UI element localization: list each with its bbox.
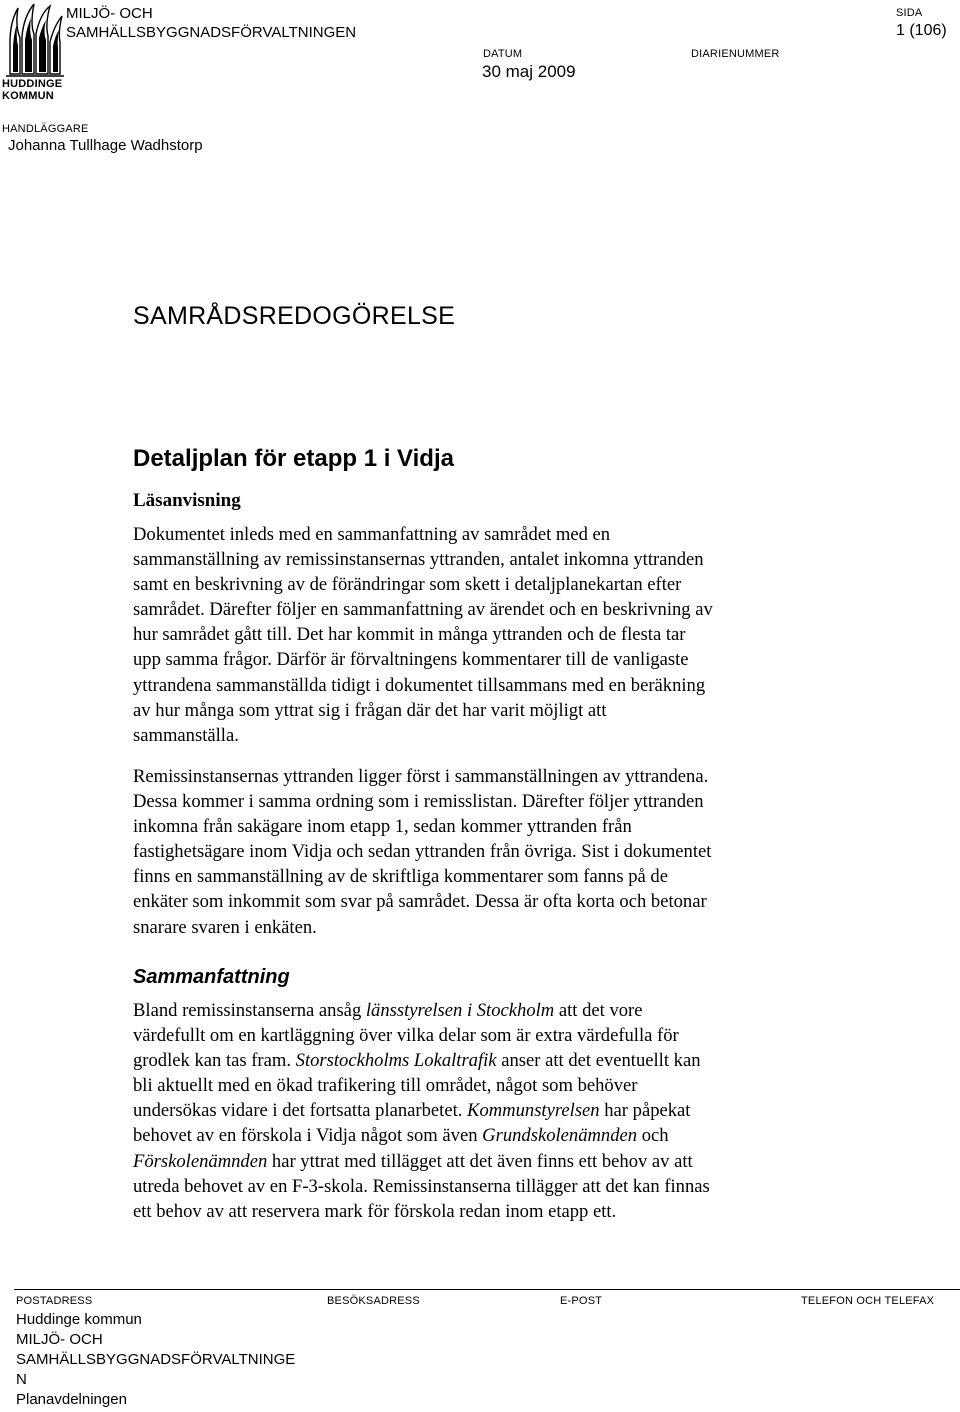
- text-line: Remissinstansernas yttranden ligger först i sammanställningen av yttrandena.: [133, 766, 709, 787]
- diarienummer-label: DIARIENUMMER: [691, 48, 780, 60]
- footer-divider: [14, 1289, 960, 1290]
- address-line: SAMHÄLLSBYGGNADSFÖRVALTNINGE: [16, 1351, 296, 1368]
- postal-address: [16, 1310, 295, 1410]
- text-line: [133, 998, 833, 1023]
- text-run: och: [637, 1125, 669, 1147]
- summary-heading: Sammanfattning: [133, 966, 290, 988]
- address-line: Planavdelningen: [16, 1391, 127, 1408]
- text-line: ett behov av att reservera mark för förskola redan inom etapp ett.: [133, 1200, 617, 1222]
- reading-guide-heading: Läsanvisning: [133, 490, 241, 511]
- text-run: har yttrat med tillägget att det även finns ett behov av att: [267, 1150, 693, 1172]
- text-line: snarare svaren i enkäten.: [133, 916, 317, 938]
- text-line: [133, 1048, 833, 1073]
- telefon-label: TELEFON OCH TELEFAX: [801, 1295, 935, 1307]
- text-line: [133, 1149, 833, 1174]
- text-line: Dokumentet inleds med en sammanfattning av samrådet med en: [133, 524, 611, 545]
- emphasized-text: Kommunstyrelsen: [467, 1100, 600, 1122]
- besoksadress-label: BESÖKSADRESS: [327, 1295, 420, 1307]
- handlaggare-label: HANDLÄGGARE: [2, 123, 89, 135]
- address-line: MILJÖ- OCH: [16, 1331, 103, 1348]
- text-run: grodlek kan tas fram.: [133, 1050, 296, 1072]
- summary-paragraph: [133, 998, 833, 1224]
- logo-wordmark: [2, 78, 62, 102]
- text-line: sammanställning av remissinstansernas yttranden, antalet inkomna yttranden: [133, 549, 704, 571]
- text-line: yttrandena sammanställda tidigt i dokumentet tillsammans med en beräkning: [133, 674, 706, 696]
- logo-text-line: KOMMUN: [2, 90, 54, 102]
- emphasized-text: Storstockholms Lokaltrafik: [295, 1050, 497, 1072]
- department-line: SAMHÄLLSBYGGNADSFÖRVALTNINGEN: [66, 24, 357, 41]
- text-line: inkomna från sakägare inom etapp 1, sedan kommer yttranden från: [133, 816, 632, 838]
- department-name: [66, 4, 356, 42]
- document-title: SAMRÅDSREDOGÖRELSE: [133, 302, 456, 330]
- text-line: av hur många som yttrat sig i frågan där det har varit möjligt att: [133, 699, 607, 721]
- text-line: värdefullt om en kartläggning över vilka delar som är extra värdefulla för: [133, 1025, 679, 1047]
- text-line: samrådet. Därefter följer en sammanfattning av ärendet och en beskrivning av: [133, 599, 713, 621]
- department-line: MILJÖ- OCH: [66, 5, 153, 22]
- logo-text-line: HUDDINGE: [2, 78, 63, 90]
- epost-label: E-POST: [560, 1295, 603, 1307]
- main-heading: Detaljplan för etapp 1 i Vidja: [133, 445, 454, 472]
- text-run: har påpekat: [599, 1100, 691, 1122]
- emphasized-text: Grundskolenämnden: [482, 1125, 638, 1147]
- reading-guide-paragraph-2: [133, 764, 833, 940]
- handlaggare-name: Johanna Tullhage Wadhstorp: [8, 137, 203, 154]
- reading-guide-paragraph-1: [133, 522, 833, 748]
- text-line: upp samma frågor. Därför är förvaltningens kommentarer till de vanligaste: [133, 649, 689, 671]
- sida-label: SIDA: [896, 7, 923, 19]
- datum-label: DATUM: [483, 48, 523, 60]
- text-line: fastighetsägare inom Vidja och sedan yttranden från övriga. Sist i dokumentet: [133, 841, 712, 863]
- address-line: N: [16, 1371, 27, 1388]
- text-line: sammanställa.: [133, 724, 239, 746]
- text-line: [133, 1123, 833, 1148]
- postadress-label: POSTADRESS: [16, 1295, 93, 1307]
- text-line: Dessa kommer i samma ordning som i remisslistan. Därefter följer yttranden: [133, 791, 704, 813]
- text-line: samt en beskrivning av de förändringar som skett i detaljplanekartan efter: [133, 574, 682, 596]
- text-run: anser att det eventuellt kan: [496, 1050, 701, 1072]
- document-date: 30 maj 2009: [482, 62, 576, 81]
- emphasized-text: Förskolenämnden: [133, 1150, 268, 1172]
- text-line: enkäter som inkommit som svar på samrådet. Dessa är ofta korta och betonar: [133, 891, 707, 913]
- text-line: hur samrådet gått till. Det har kommit in många yttranden och de flesta tar: [133, 624, 686, 646]
- text-run: att det vore: [554, 1000, 643, 1021]
- text-line: utreda behovet av en F-3-skola. Remissinstanserna tillägger att det kan finnas: [133, 1175, 710, 1197]
- text-run: behovet av en förskola i Vidja något som även: [133, 1125, 483, 1147]
- text-line: [133, 1098, 833, 1123]
- text-line: bli aktuellt med en ökad trafikering till området, något som behöver: [133, 1075, 638, 1097]
- text-line: finns en sammanställning av de skriftliga kommentarer som fanns på de: [133, 866, 668, 888]
- text-run: Bland remissinstanserna ansåg: [133, 1000, 366, 1021]
- address-line: Huddinge kommun: [16, 1311, 142, 1328]
- emphasized-text: länsstyrelsen i Stockholm: [365, 1000, 555, 1021]
- logo-flames-icon: [4, 2, 66, 78]
- text-run: undersökas vidare i det fortsatta planarbetet.: [133, 1100, 468, 1122]
- page-number: 1 (106): [896, 22, 947, 39]
